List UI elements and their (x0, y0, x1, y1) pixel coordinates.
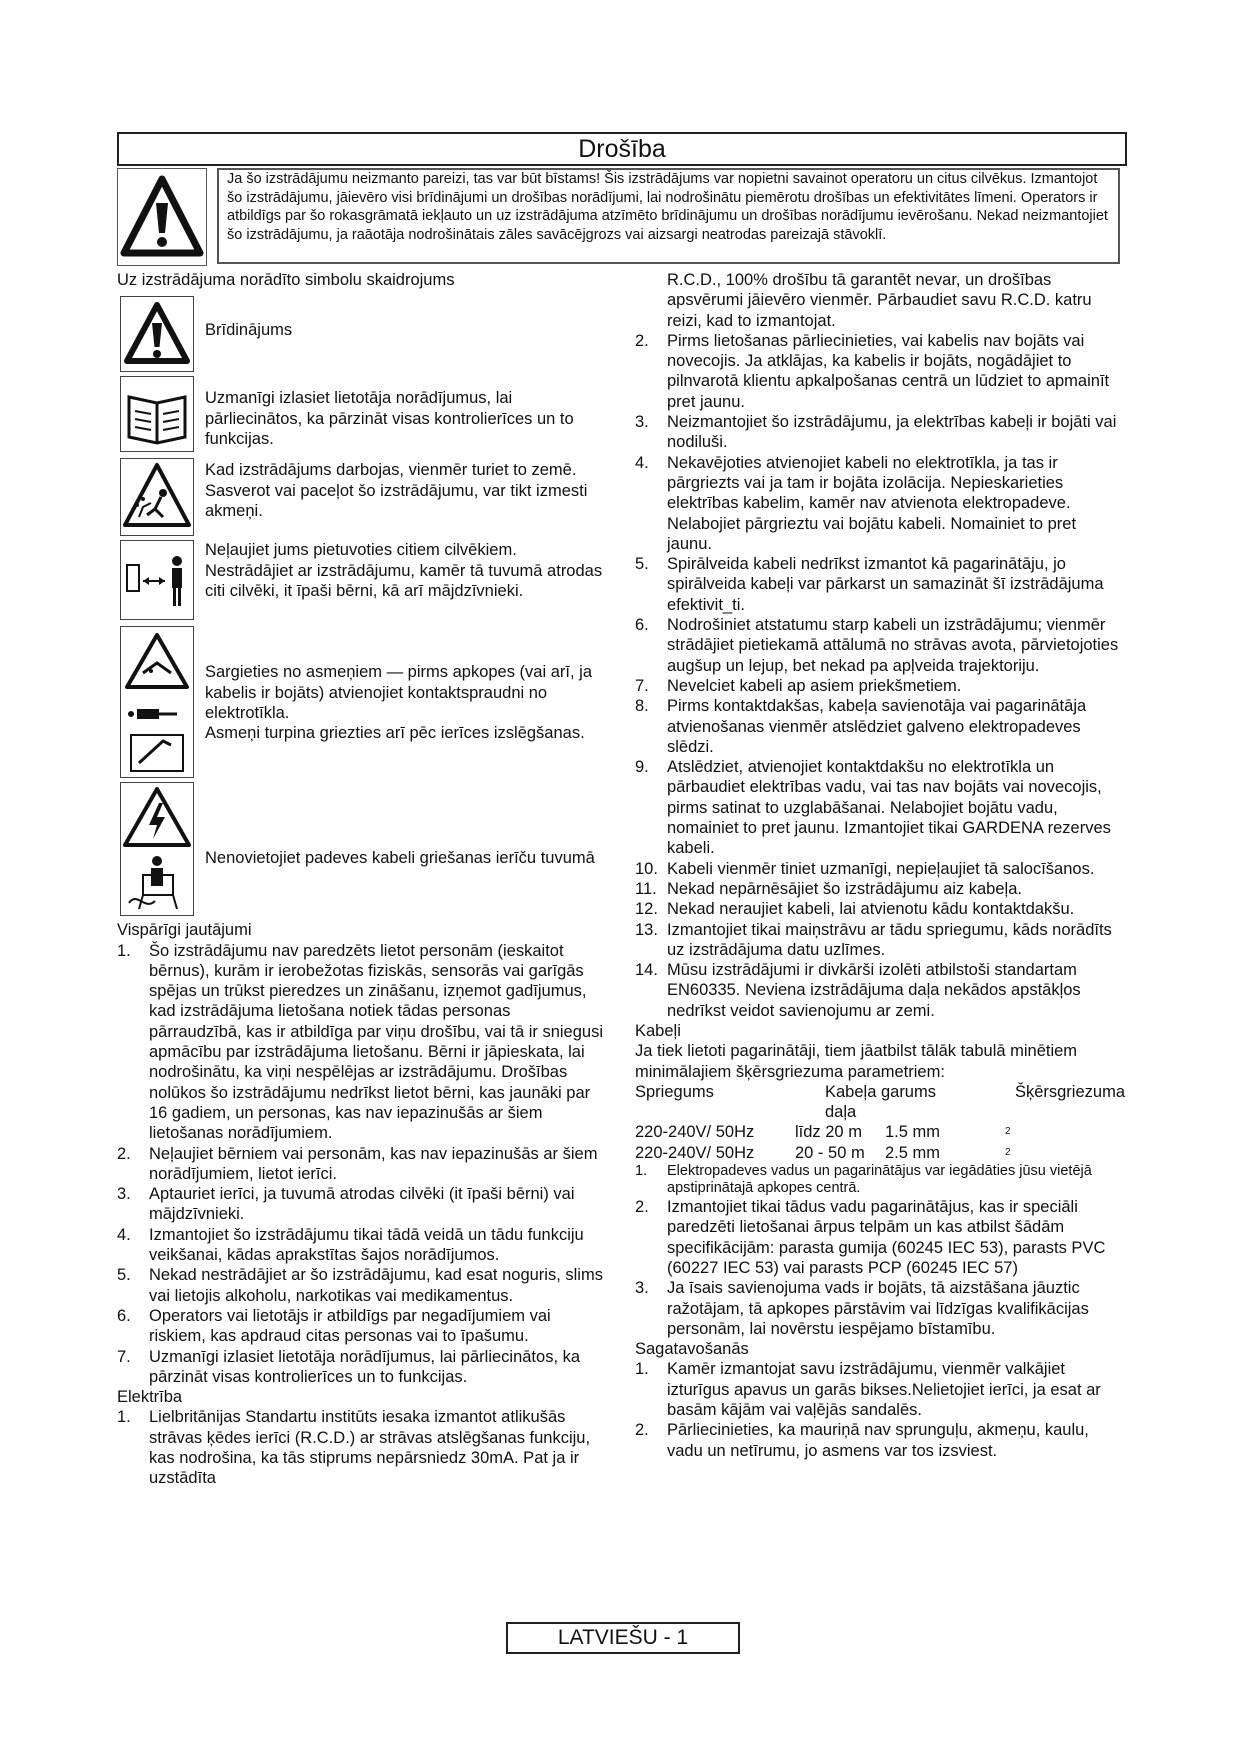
item-number: 4. (117, 1225, 131, 1244)
thrown-objects-icon (120, 458, 194, 536)
item-text: Neizmantojiet šo izstrādājumu, ja elektrības kabeļi ir bojāti vai nodiluši. (667, 413, 1117, 452)
list-item (117, 1184, 607, 1225)
item-text: Ja īsais savienojuma vads ir bojāts, tā aizstāšana jāuztic ražotājam, tā apkopes pārstāvim vai līdzīgas kvalifikācijas personām, lai novērstu iespējamo bīstamību. (667, 1279, 1089, 1338)
item-number: 1. (117, 941, 131, 960)
item-number: 2. (635, 331, 649, 350)
item-number: 14. (635, 961, 658, 980)
item-number: 9. (635, 758, 649, 777)
symbol-text: Kad izstrādājums darbojas, vienmēr turiet to zemē. Sasverot vai paceļot šo izstrādājumu, var tikt izmesti akmeņi. (205, 461, 588, 520)
item-text: Kabeli vienmēr tiniet uzmanīgi, nepieļaujiet tā salocīšanos. (667, 859, 1095, 878)
blade-unplug-icon (120, 626, 194, 778)
item-text: Pirms kontaktdakšas, kabeļa savienotāja vai pagarinātāja atvienošanas vienmēr atslēdziet galveno elektropadeves slēdzi. (667, 697, 1087, 756)
list-item (635, 920, 1125, 961)
list-item (635, 1420, 1125, 1461)
item-number: 1. (635, 1360, 649, 1379)
cable-table-row (635, 1143, 1125, 1163)
cell-superscript: 2 (1005, 1126, 1011, 1138)
item-text: Operators vai lietotājs ir atbildīgs par negadījumiem vai riskiem, kas apdraud citas personas vai to īpašumu. (149, 1306, 551, 1346)
prep-heading: Sagatavošanās (635, 1340, 749, 1359)
item-text: Pārliecinieties, ka mauriņā nav sprunguļu, akmeņu, kaulu, vadu un netīrumu, jo asmens var tos izsviest. (667, 1421, 1089, 1460)
item-number: 5. (117, 1266, 131, 1285)
general-heading: Vispārīgi jautājumi (117, 921, 252, 940)
item-text: Nekavējoties atvienojiet kabeli no elektrotīkla, ja tas ir pārgriezts vai ja tam ir bojāta izolācija. Nepieskarieties elektrības kabelim, kamēr nav atvienota elektropadeve. Nelabojiet pārgrieztu vai bojātu kabeli. Nomainiet to pret jaunu. (667, 453, 1077, 553)
list-item (117, 1225, 607, 1266)
item-number: 7. (635, 676, 649, 695)
symbol-row (117, 290, 607, 376)
item-text: Nekad neraujiet kabeli, lai atvienotu kādu kontaktdakšu. (667, 900, 1075, 919)
cell-cross-section: 2.5 mm (885, 1143, 941, 1162)
symbols-heading: Uz izstrādājuma norādīto simbolu skaidrojums (117, 271, 455, 289)
warning-text: Ja šo izstrādājumu neizmanto pareizi, tas var būt bīstams! Šis izstrādājums var nopietni savainot operatoru un citus cilvēkus. Izmantojot šo izstrādājumu, jāievēro visi brīdinājumi un drošības norādījumi, lai nodrošinātu piemērotu drošības un efektivitātes līmeni. Operators ir atbildīgs par šo rokasgrāmatā iekļauto un uz izstrādājuma atzīmēto brīdinājumu un drošības norādījumu ievērošanu. Nekad neizmantojiet šo izstrādājumu, ja raāotāja nodrošinātais zāles savācējgrozs vai aizsargi neatrodas pareizajā stāvoklī. (217, 168, 1120, 264)
item-number: 2. (117, 1144, 131, 1163)
cell-voltage: 220-240V/ 50Hz (635, 1143, 755, 1162)
item-number: 11. (635, 879, 657, 898)
list-item (635, 859, 1125, 879)
item-number: 6. (635, 616, 649, 635)
item-text: Nekad nestrādājiet ar šo izstrādājumu, kad esat noguris, slims vai lietojis alkoholu, narkotikas vai medikamentus. (149, 1266, 603, 1305)
left-column (117, 270, 607, 1489)
item-number: 12. (635, 900, 658, 919)
list-item (117, 941, 607, 1144)
read-manual-icon (120, 376, 194, 452)
item-text: Izmantojiet tikai tādus vadu pagarinātājus, kas ir speciāli paredzēti lietošanai ārpus telpām un kas atbilst šādām specifikācijām: parasta gumija (60245 IEC 53), parasts PVC (60227 IEC 53) vai parasts PCP (60245 IEC 57) (667, 1198, 1106, 1277)
list-item (635, 676, 1125, 696)
item-text: Lielbritānijas Standartu institūts iesaka izmantot atlikušās strāvas ķēdes ierīci (R.C.D.) ar strāvas atslēgšanas funkciju, kas nodrošina, ka tās stiprums nepārsniedz 30mA. Pat ja ir uzstādīta (149, 1408, 591, 1488)
cell-voltage: 220-240V/ 50Hz (635, 1123, 755, 1142)
col-voltage: Spriegums (635, 1082, 714, 1101)
item-number: 8. (635, 697, 649, 716)
list-item (635, 615, 1125, 676)
cell-superscript: 2 (1005, 1146, 1011, 1158)
warning-triangle-icon (117, 168, 207, 266)
cable-table-header (635, 1082, 1125, 1123)
warning-triangle-icon (120, 296, 194, 372)
item-text: Izmantojiet tikai maiņstrāvu ar tādu spriegumu, kāds norādīts uz izstrādājuma datu uzlīmes. (667, 920, 1112, 959)
right-column (635, 270, 1125, 1461)
list-item (117, 1144, 607, 1185)
item-number: 2. (635, 1198, 649, 1217)
cell-length: līdz 20 m (795, 1123, 862, 1142)
symbol-text: Sargieties no asmeņiem — pirms apkopes (vai arī, ja kabelis ir bojāts) atvienojiet kontaktspraudni no elektrotīkla. Asmeņi turpina griezties arī pēc ierīces izslēgšanas. (205, 663, 592, 743)
list-item (117, 1407, 607, 1488)
symbol-row (117, 626, 607, 782)
symbol-row (117, 540, 607, 626)
list-item (635, 960, 1125, 1021)
list-item (117, 1347, 607, 1388)
symbol-text: Nenovietojiet padeves kabeli griešanas ierīču tuvumā (205, 849, 595, 868)
list-item (635, 331, 1125, 412)
cables-heading: Kabeļi (635, 1021, 681, 1040)
warning-block (117, 168, 1123, 266)
item-text: Nevelciet kabeli ap asiem priekšmetiem. (667, 676, 962, 695)
item-text: Spirālveida kabeli nedrīkst izmantot kā pagarinātāju, jo spirālveida kabeļi var pārkarst un samazināt šī izstrādājuma efektivit_ti. (667, 555, 1104, 614)
electric-heading: Elektrība (117, 1388, 183, 1407)
item-text: Nodrošiniet atstatumu starp kabeli un izstrādājumu; vienmēr strādājiet pietiekamā attālumā no strāvas avota, pārvietojoties augšup un lejup, bet nekad pa apļveida trajektoriju. (667, 616, 1119, 675)
symbol-text: Brīdinājums (205, 321, 293, 340)
cable-table-row (635, 1122, 1125, 1142)
list-item (635, 412, 1125, 453)
symbol-text: Neļaujiet jums pietuvoties citiem cilvēkiem. Nestrādājiet ar izstrādājumu, kamēr tā tuvumā atrodas citi cilvēki, it īpaši bērni, kā arī mājdzīvnieki. (205, 541, 603, 600)
item-number: 6. (117, 1306, 131, 1325)
page-title: Drošība (117, 132, 1127, 166)
electric-hazard-icon (120, 782, 194, 916)
symbol-row (117, 376, 607, 458)
item-text: Aptauriet ierīci, ja tuvumā atrodas cilvēki (it īpaši bērni) vai mājdzīvnieki. (149, 1185, 575, 1224)
col-length: Kabeļa garums daļa (825, 1082, 936, 1122)
list-item (635, 1197, 1125, 1278)
item-number: 10. (635, 859, 658, 878)
list-item (635, 757, 1125, 858)
list-item (635, 453, 1125, 554)
item-text: Šo izstrādājumu nav paredzēts lietot personām (ieskaitot bērnus), kurām ir ierobežotas fiziskās, sensorās vai garīgās spējas un trūkst pieredzes un zināšanu, izņemot gadījumus, kad izstrādājuma lietošana notiek tādas personas pārraudzībā, kas ir atbildīga par viņu drošību, vai tā ir sniegusi apmācību par izstrādājuma lietošanu. Bērni ir jāpieskata, lai nodrošinātu, ka viņi nespēlējas ar izstrādājumu. Drošības nolūkos šo izstrādājumu nedrīkst lietot bērni, kas jaunāki par 16 gadiem, un personas, kas nav iepazinušās ar šiem lietošanas norādījumiem. (149, 941, 603, 1143)
item-number: 2. (635, 1421, 649, 1440)
item-number: 3. (635, 1279, 649, 1298)
col-cross-section: Šķērsgriezuma (1014, 1082, 1125, 1101)
cell-cross-section: 1.5 mm (885, 1123, 941, 1142)
symbol-row (117, 782, 607, 916)
list-item (117, 1306, 607, 1347)
cables-intro: Ja tiek lietoti pagarinātāji, tiem jāatbilst tālāk tabulā minētiem minimālajiem šķērsgriezuma parametriem: (635, 1042, 1078, 1081)
item-text: Pirms lietošanas pārliecinieties, vai kabelis nav bojāts vai novecojis. Ja atklājas, ka kabelis ir bojāts, nogādājiet to pilnvarotā klientu apkalpošanas centrā un lūdziet to apmainīt pret jaunu. (667, 331, 1110, 411)
item-text: Elektropadeves vadus un pagarinātājus var iegādāties jūsu vietējā apstiprinātajā apkopes centrā. (667, 1163, 1092, 1197)
item-number: 1. (635, 1163, 648, 1180)
item-number: 13. (635, 920, 658, 939)
cell-length: 20 - 50 m (795, 1143, 865, 1162)
list-item (635, 1359, 1125, 1420)
item-text: Uzmanīgi izlasiet lietotāja norādījumus, lai pārliecinātos, ka pārzināt visas kontrolierīces un to funkcijas. (149, 1347, 581, 1386)
list-item (635, 879, 1125, 899)
list-item (635, 696, 1125, 757)
item-text: Izmantojiet šo izstrādājumu tikai tādā veidā un tādu funkciju veikšanai, kādas aprakstītas šajos norādījumos. (149, 1225, 584, 1265)
list-item (117, 1265, 607, 1306)
item-text: Mūsu izstrādājumi ir divkārši izolēti atbilstoši standartam EN60335. Neviena izstrādājuma daļa nekādos apstākļos nedrīkst veidot savienojumu ar zemi. (667, 961, 1081, 1020)
item-text: Kamēr izmantojat savu izstrādājumu, vienmēr valkājiet izturīgus apavus un garās bikses.Nelietojiet ierīci, ja esat ar basām kājām vai vaļējās sandalēs. (667, 1360, 1101, 1420)
item-number: 3. (635, 413, 649, 432)
symbol-row (117, 458, 607, 540)
item-number: 4. (635, 453, 649, 472)
page-footer: LATVIEŠU - 1 (506, 1622, 740, 1654)
list-item (635, 899, 1125, 919)
list-item (635, 554, 1125, 615)
list-item (635, 1163, 1125, 1197)
item-number: 7. (117, 1347, 131, 1366)
list-item (635, 1278, 1125, 1339)
item-text: Neļaujiet bērniem vai personām, kas nav iepazinušās ar šiem norādījumiem, lietot ierīci. (149, 1144, 598, 1183)
keep-distance-icon (120, 540, 194, 620)
continued-text: R.C.D., 100% drošību tā garantēt nevar, un drošības apsvērumi jāievēro vienmēr. Pārbaudiet savu R.C.D. katru reizi, kad to izmantojat. (667, 271, 1092, 330)
symbol-text: Uzmanīgi izlasiet lietotāja norādījumus, lai pārliecinātos, ka pārzināt visas kontrolierīces un to funkcijas. (205, 389, 574, 448)
item-number: 3. (117, 1185, 131, 1204)
item-text: Atslēdziet, atvienojiet kontaktdakšu no elektrotīkla un pārbaudiet elektrības vadu, vai tas nav bojāts vai novecojis, pirms satinat to uzglabāšanai. Nelabojiet bojātu vadu, nomainiet to pret jaunu. Izmantojiet tikai GARDENA rezerves kabeli. (667, 758, 1111, 858)
item-number: 1. (117, 1408, 131, 1427)
item-text: Nekad nepārnēsājiet šo izstrādājumu aiz kabeļa. (667, 879, 1022, 898)
item-number: 5. (635, 555, 649, 574)
